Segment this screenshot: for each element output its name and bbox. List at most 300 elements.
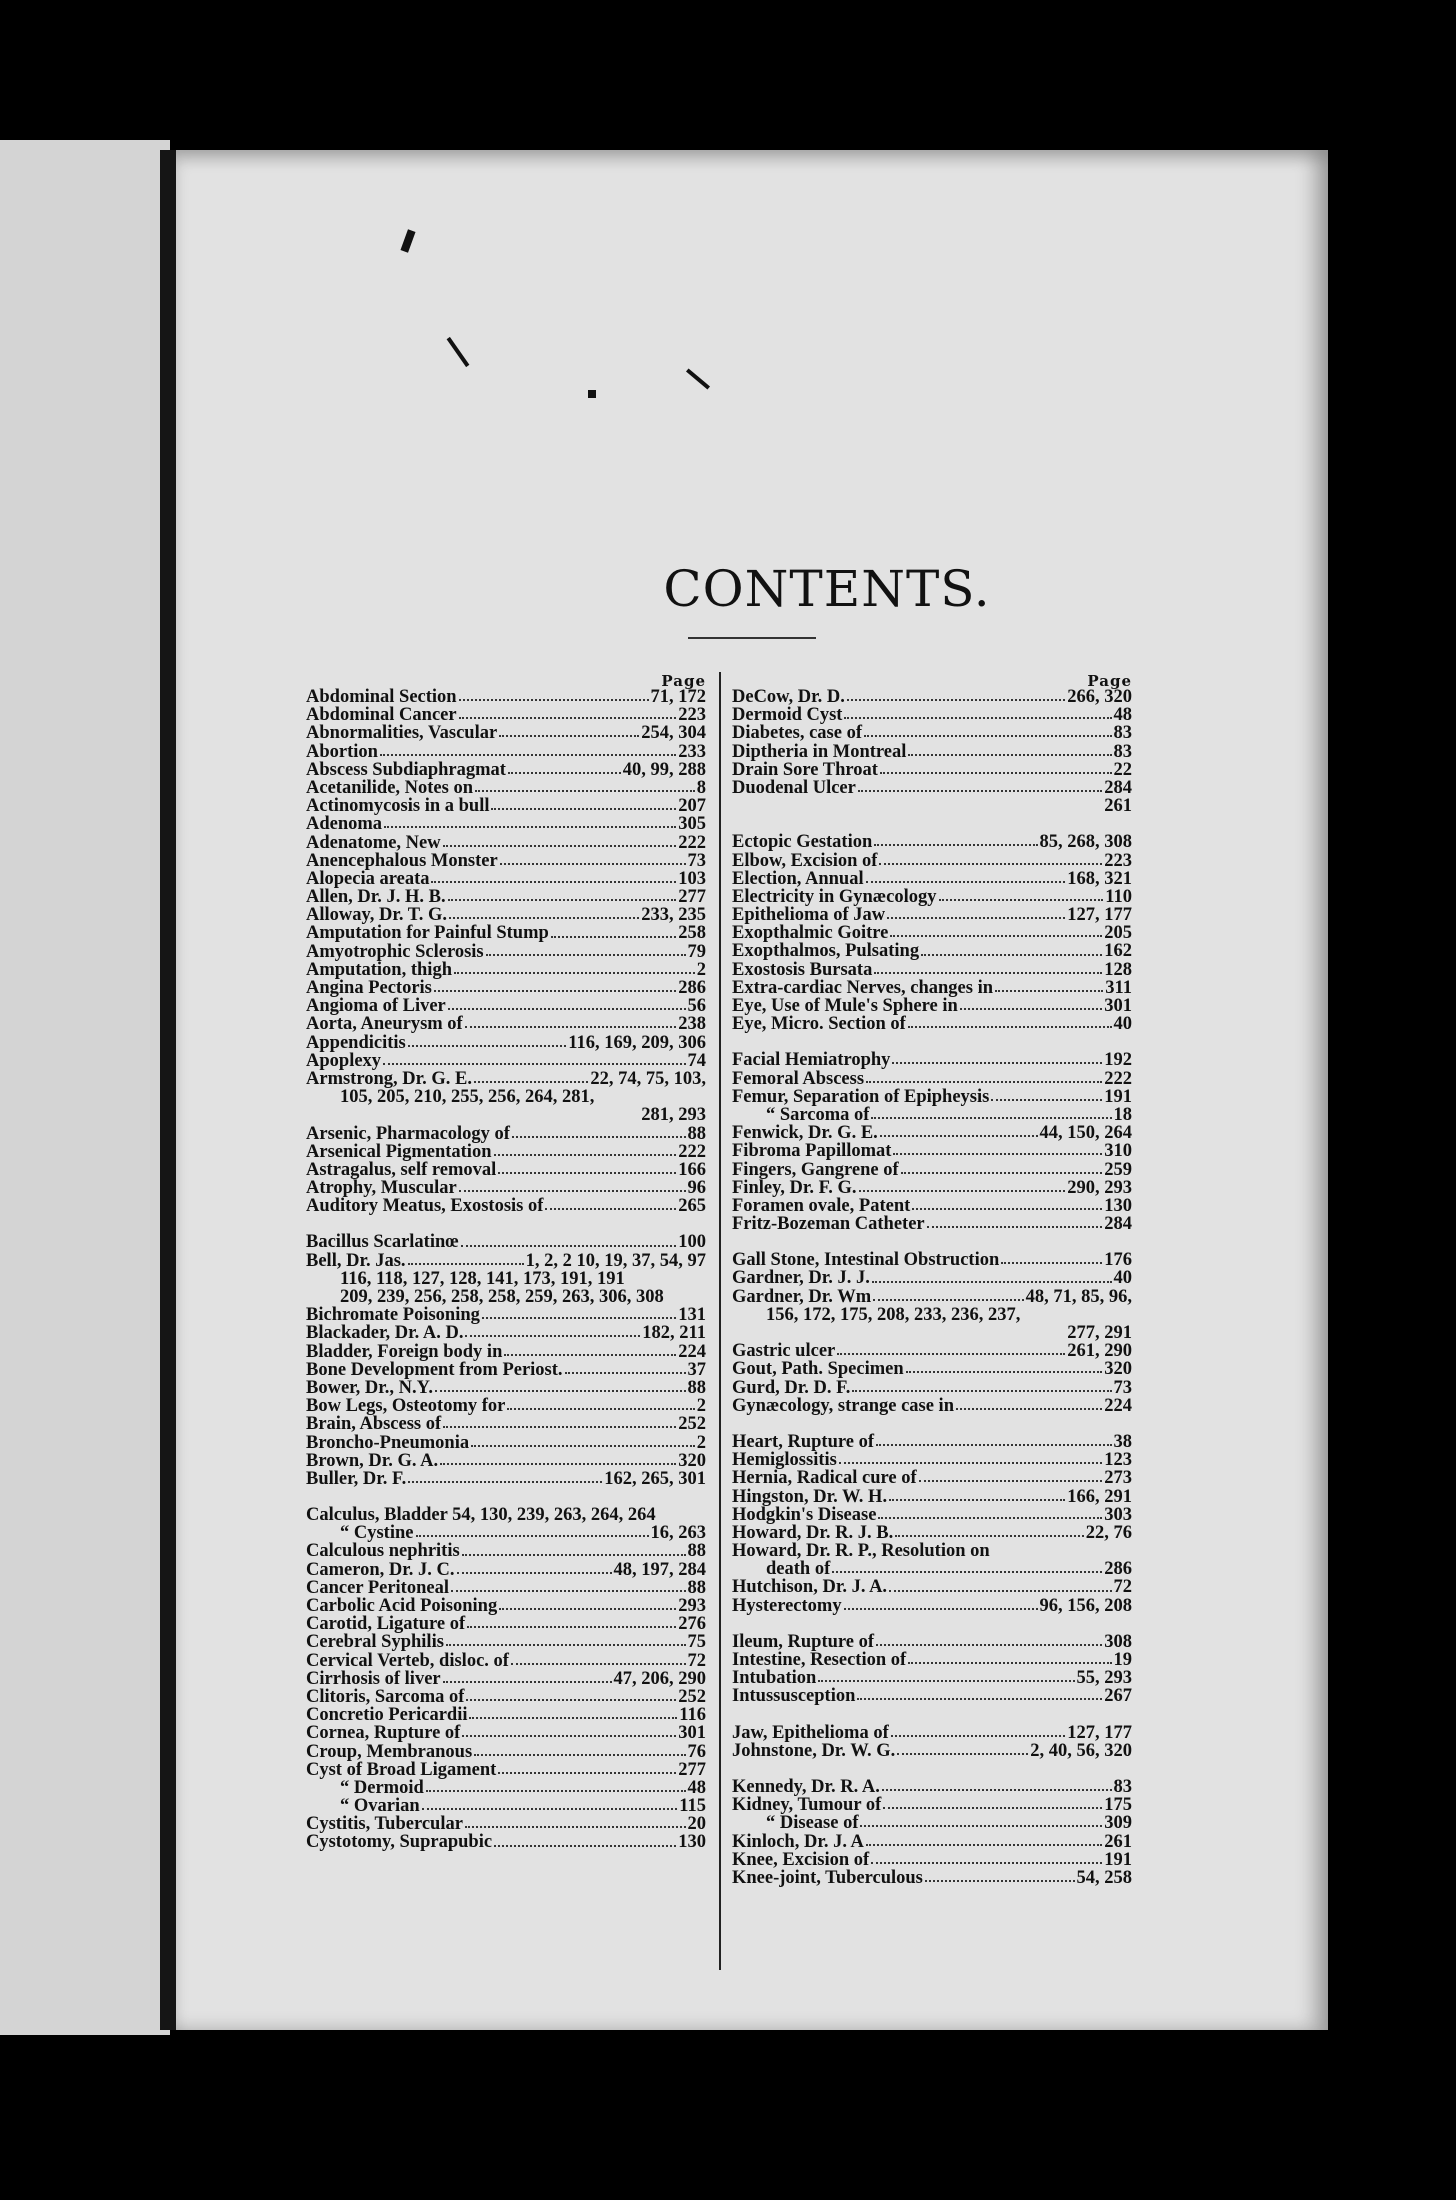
index-entry (732, 1106, 1132, 1124)
right-index-column (732, 672, 1132, 1887)
dot-leader (498, 1172, 676, 1174)
index-entry (732, 1324, 1132, 1342)
index-entry (732, 1651, 1132, 1669)
entry-pages: 48 (687, 1777, 706, 1798)
index-entry (306, 1343, 706, 1361)
ink-speck (447, 337, 470, 367)
index-entry (732, 1070, 1132, 1088)
entry-name: Knee-joint, Tuberculous (732, 1867, 923, 1888)
entry-name: Cirrhosis of liver (306, 1668, 441, 1689)
entry-name: Hutchison, Dr. J. A. (732, 1577, 888, 1598)
entry-name: Duodenal Ulcer (732, 777, 856, 798)
entry-name: Heart, Rupture of (732, 1431, 874, 1452)
index-entry (306, 1688, 706, 1706)
entry-pages: 130 (1104, 1195, 1132, 1216)
dot-leader (465, 1826, 686, 1828)
index-entry (306, 1379, 706, 1397)
index-entry (732, 1433, 1132, 1451)
entry-pages: 40 (1113, 1268, 1132, 1289)
index-entry (306, 1197, 706, 1215)
entry-pages: 116, 169, 209, 306 (568, 1032, 706, 1053)
index-entry (306, 1561, 706, 1579)
index-entry (732, 688, 1132, 706)
index-entry (306, 1797, 706, 1815)
dot-leader (908, 754, 1111, 756)
index-entry (306, 1288, 706, 1306)
dot-leader (482, 1317, 676, 1319)
entry-pages: 273 (1104, 1468, 1132, 1489)
index-entry (732, 1524, 1132, 1542)
dot-leader (832, 1571, 1102, 1573)
dot-leader (383, 1063, 685, 1065)
entry-pages: 223 (678, 705, 706, 726)
dot-leader (878, 1517, 1102, 1519)
dot-leader (416, 1535, 649, 1537)
entry-pages: 47, 206, 290 (613, 1668, 706, 1689)
entry-name: Howard, Dr. R. P., Resolution on (732, 1541, 990, 1562)
index-entry (732, 1251, 1132, 1269)
index-entry (306, 1743, 706, 1761)
dot-leader (443, 1426, 676, 1428)
dot-leader (880, 1135, 1038, 1137)
dot-leader (890, 935, 1102, 937)
index-entry (306, 906, 706, 924)
entry-pages: 310 (1104, 1141, 1132, 1162)
dot-leader (908, 1662, 1111, 1664)
entry-name: Howard, Dr. R. J. B. (732, 1522, 894, 1543)
index-entry (732, 1778, 1132, 1796)
entry-pages: 76 (687, 1741, 706, 1762)
entry-pages: 166 (678, 1159, 706, 1180)
dot-leader (859, 1190, 1066, 1192)
entry-name: Angioma of Liver (306, 996, 446, 1017)
index-entry (306, 815, 706, 833)
entry-name: Cameron, Dr. J. C. (306, 1559, 455, 1580)
entry-pages: 54, 258 (1076, 1867, 1132, 1888)
entry-name: Exopthalmos, Pulsating (732, 941, 920, 962)
entry-name: Acetanilide, Notes on (306, 777, 473, 798)
index-entry (732, 1288, 1132, 1306)
entry-pages: 123 (1104, 1450, 1132, 1471)
column-divider (719, 672, 721, 1970)
entry-name: Knee, Excision of (732, 1849, 870, 1870)
index-entry (732, 1597, 1132, 1615)
index-entry (732, 797, 1132, 815)
entry-name: Armstrong, Dr. G. E. (306, 1068, 472, 1089)
entry-name: Cerebral Syphilis (306, 1632, 444, 1653)
entry-pages: 74 (687, 1050, 706, 1071)
index-entry (306, 961, 706, 979)
entry-pages: 290, 293 (1067, 1177, 1132, 1198)
entry-pages: 130 (678, 1832, 706, 1853)
entry-pages: 2 (696, 1432, 706, 1453)
dot-leader (912, 1208, 1102, 1210)
dot-leader (461, 1245, 677, 1247)
entry-pages: 192 (1104, 1050, 1132, 1071)
dot-leader (491, 808, 676, 810)
entry-pages: 72 (687, 1650, 706, 1671)
dot-leader (499, 1608, 676, 1610)
dot-leader (1001, 1262, 1102, 1264)
entry-name: Diptheria in Montreal (732, 741, 907, 762)
entry-pages: 55, 293 (1076, 1668, 1132, 1689)
dot-leader (893, 1153, 1102, 1155)
index-entry (732, 924, 1132, 942)
dot-leader (906, 1371, 1103, 1373)
entry-name: Blackader, Dr. A. D. (306, 1323, 464, 1344)
dot-leader (451, 1590, 686, 1592)
entry-pages: 320 (1104, 1359, 1132, 1380)
entry-name: Arsenic, Pharmacology of (306, 1123, 510, 1144)
entry-pages: 73 (687, 850, 706, 871)
entry-name: Johnstone, Dr. W. G. (732, 1740, 896, 1761)
index-entry (306, 1179, 706, 1197)
entry-pages: 281, 293 (641, 1105, 706, 1126)
entry-pages: 303 (1104, 1504, 1132, 1525)
dot-leader (512, 1136, 686, 1138)
entry-name: Kinloch, Dr. J. A (732, 1831, 864, 1852)
entry-pages: 284 (1104, 777, 1132, 798)
entry-name: Cyst of Broad Ligament (306, 1759, 497, 1780)
entry-pages: 18 (1113, 1104, 1132, 1125)
index-entry (732, 852, 1132, 870)
entry-name: 105, 205, 210, 255, 256, 264, 281, (340, 1087, 595, 1108)
dot-leader (991, 1099, 1102, 1101)
dot-leader (465, 1335, 640, 1337)
entry-name: Bacillus Scarlatinœ (306, 1232, 459, 1253)
left-index-column (306, 672, 706, 1852)
entry-name: Bower, Dr., N.Y. (306, 1377, 433, 1398)
section-gap (732, 1760, 1132, 1778)
entry-name: Atrophy, Muscular (306, 1178, 457, 1199)
entry-pages: 71, 172 (650, 687, 706, 707)
entry-name: 156, 172, 175, 208, 233, 236, 237, (766, 1304, 1021, 1325)
section-gap (732, 1233, 1132, 1251)
dot-leader (422, 1808, 678, 1810)
entry-name: Abdominal Section (306, 687, 457, 707)
index-entry (306, 761, 706, 779)
entry-name: Hemiglossitis (732, 1450, 837, 1471)
dot-leader (839, 1462, 1102, 1464)
dot-leader (871, 1862, 1102, 1864)
entry-name: Bow Legs, Osteotomy for (306, 1396, 506, 1417)
section-gap (732, 1415, 1132, 1433)
index-entry (732, 1742, 1132, 1760)
title-rule (688, 637, 816, 639)
dot-leader (467, 1626, 676, 1628)
index-entry (732, 1015, 1132, 1033)
index-entry (732, 761, 1132, 779)
index-entry (306, 1252, 706, 1270)
entry-pages: 166, 291 (1067, 1486, 1132, 1507)
entry-name: Allen, Dr. J. H. B. (306, 887, 446, 908)
index-entry (732, 888, 1132, 906)
index-entry (306, 1761, 706, 1779)
entry-name: Femoral Abscess (732, 1068, 865, 1089)
index-entry (306, 779, 706, 797)
entry-name: Actinomycosis in a bull (306, 796, 490, 817)
entry-pages: 286 (678, 978, 706, 998)
index-entry (306, 1233, 706, 1251)
index-entry (306, 1143, 706, 1161)
index-entry (306, 1524, 706, 1542)
index-entry (306, 924, 706, 942)
entry-pages: 305 (678, 814, 706, 835)
entry-name: Carotid, Ligature of (306, 1614, 466, 1635)
index-entry (306, 1706, 706, 1724)
index-entry (306, 1034, 706, 1052)
entry-pages: 224 (678, 1341, 706, 1362)
entry-name: Diabetes, case of (732, 723, 862, 744)
entry-name: Gastric ulcer (732, 1341, 836, 1362)
entry-pages: 88 (687, 1577, 706, 1598)
entry-pages: 162, 265, 301 (604, 1468, 706, 1489)
index-entry (732, 779, 1132, 797)
dot-leader (960, 1008, 1102, 1010)
entry-pages: 83 (1113, 741, 1132, 762)
index-entry (732, 1578, 1132, 1596)
index-entry (732, 1161, 1132, 1179)
entry-name: Amputation for Painful Stump (306, 923, 549, 944)
entry-pages: 8 (696, 777, 706, 798)
dot-leader (511, 1663, 686, 1665)
entry-name: Eye, Micro. Section of (732, 1014, 906, 1035)
index-entry (306, 1415, 706, 1433)
entry-name: Calculus, Bladder 54, 130, 239, 263, 264, 264 (306, 1505, 656, 1526)
entry-name: Fingers, Gangrene of (732, 1159, 899, 1180)
entry-name: Abnormalities, Vascular (306, 723, 498, 744)
dot-leader (443, 1681, 612, 1683)
entry-pages: 79 (687, 941, 706, 962)
dot-leader (857, 1698, 1102, 1700)
entry-pages: 277, 291 (1067, 1323, 1132, 1343)
index-entry (306, 1670, 706, 1688)
dot-leader (508, 772, 621, 774)
index-entry (732, 1796, 1132, 1814)
ink-speck (588, 390, 596, 398)
entry-pages: 259 (1104, 1159, 1132, 1180)
entry-name: Gardner, Dr. J. J. (732, 1268, 870, 1289)
entry-pages: 277 (678, 1759, 706, 1780)
entry-name: Fritz-Bozeman Catheter (732, 1214, 925, 1235)
dot-leader (545, 1208, 676, 1210)
ink-speck (400, 229, 415, 252)
index-entry (306, 743, 706, 761)
entry-pages: 182, 211 (642, 1323, 706, 1344)
index-entry (306, 834, 706, 852)
dot-leader (873, 1299, 1024, 1301)
entry-pages: 56 (687, 996, 706, 1017)
entry-name: Gout, Path. Specimen (732, 1359, 904, 1380)
entry-name: Gardner, Dr. Wm (732, 1286, 872, 1307)
section-gap (732, 1033, 1132, 1051)
entry-name: Anencephalous Monster (306, 850, 498, 871)
section-gap (732, 815, 1132, 833)
entry-name: “ Disease of (766, 1813, 859, 1834)
entry-pages: 22 (1113, 759, 1132, 780)
dot-leader (435, 1390, 686, 1392)
entry-pages: 83 (1113, 723, 1132, 744)
entry-pages: 175 (1104, 1795, 1132, 1816)
dot-leader (866, 1081, 1102, 1083)
dot-leader (939, 899, 1104, 901)
page-title: CONTENTS. (663, 560, 991, 618)
index-entry (306, 1579, 706, 1597)
dot-leader (475, 790, 695, 792)
ink-speck (686, 368, 710, 389)
dot-leader (459, 1190, 686, 1192)
entry-name: Intussusception (732, 1686, 856, 1707)
entry-name: Cornea, Rupture of (306, 1723, 461, 1744)
index-entry (732, 1124, 1132, 1142)
dot-leader (465, 1026, 677, 1028)
section-gap (306, 1488, 706, 1506)
dot-leader (380, 754, 676, 756)
entry-pages: 222 (678, 832, 706, 853)
index-list (732, 688, 1132, 1887)
index-entry (732, 979, 1132, 997)
dot-leader (448, 1008, 686, 1010)
dot-leader (995, 990, 1103, 992)
index-entry (306, 1361, 706, 1379)
dot-leader (837, 1353, 1065, 1355)
entry-pages: 2 (696, 959, 706, 980)
index-entry (306, 1070, 706, 1088)
entry-name: Angina Pectoris (306, 978, 432, 998)
entry-name: Abscess Subdiaphragmat (306, 759, 506, 780)
entry-name: Extra-cardiac Nerves, changes in (732, 977, 994, 998)
index-entry (306, 1306, 706, 1324)
entry-pages: 96, 156, 208 (1039, 1595, 1132, 1616)
index-entry (306, 1542, 706, 1560)
entry-pages: 265 (678, 1196, 706, 1217)
dot-leader (486, 954, 686, 956)
entry-name: Eye, Use of Mule's Sphere in (732, 996, 958, 1016)
index-entry (306, 888, 706, 906)
dot-leader (921, 954, 1102, 956)
entry-pages: 309 (1104, 1813, 1132, 1834)
index-entry (306, 1633, 706, 1651)
index-entry (732, 1051, 1132, 1069)
entry-name: Gall Stone, Intestinal Obstruction (732, 1250, 1000, 1271)
dot-leader (925, 1880, 1075, 1882)
index-entry (732, 1833, 1132, 1851)
entry-name: Bladder, Foreign body in (306, 1341, 503, 1362)
entry-name: Facial Hemiatrophy (732, 1050, 891, 1071)
entry-name: Foramen ovale, Patent (732, 1195, 911, 1216)
dot-leader (459, 717, 677, 719)
index-entry (306, 1324, 706, 1342)
entry-pages: 277 (678, 887, 706, 908)
index-entry (306, 1506, 706, 1524)
index-entry (306, 870, 706, 888)
entry-pages: 191 (1104, 1086, 1132, 1107)
entry-pages: 252 (678, 1414, 706, 1435)
entry-name: death of (766, 1559, 831, 1580)
entry-pages: 284 (1104, 1214, 1132, 1235)
entry-name: “ Sarcoma of (766, 1104, 870, 1125)
entry-pages: 276 (678, 1614, 706, 1635)
dot-leader (449, 917, 639, 919)
index-entry (732, 1342, 1132, 1360)
entry-pages: 261 (1104, 796, 1132, 817)
index-entry (732, 1724, 1132, 1742)
entry-name: Abortion (306, 741, 378, 762)
entry-pages: 100 (678, 1232, 706, 1253)
entry-pages: 88 (687, 1377, 706, 1398)
entry-pages: 85, 268, 308 (1039, 832, 1132, 853)
index-entry (306, 706, 706, 724)
entry-name: Buller, Dr. F. (306, 1468, 407, 1489)
dot-leader (446, 1644, 686, 1646)
dot-leader (384, 826, 676, 828)
index-entry (306, 1161, 706, 1179)
dot-leader (871, 1117, 1111, 1119)
dot-leader (434, 990, 676, 992)
entry-pages: 238 (678, 1014, 706, 1035)
entry-pages: 48, 197, 284 (613, 1559, 706, 1580)
entry-name: Arsenical Pigmentation (306, 1141, 492, 1162)
entry-name: Appendicitis (306, 1032, 406, 1053)
entry-pages: 233, 235 (641, 905, 706, 926)
entry-name: “ Ovarian (340, 1796, 420, 1817)
entry-name: Bone Development from Periost. (306, 1359, 563, 1380)
entry-name: Adenatome, New (306, 832, 441, 853)
entry-name: Brown, Dr. G. A. (306, 1450, 439, 1471)
entry-name: Amyotrophic Sclerosis (306, 941, 484, 962)
entry-name: DeCow, Dr. D. (732, 687, 845, 707)
section-gap (732, 1706, 1132, 1724)
entry-pages: 258 (678, 923, 706, 944)
dot-leader (852, 1390, 1111, 1392)
entry-name: Kidney, Tumour of (732, 1795, 882, 1816)
index-entry (306, 1052, 706, 1070)
entry-name: Cancer Peritoneal (306, 1577, 449, 1598)
index-entry (306, 1833, 706, 1851)
dot-leader (443, 845, 677, 847)
entry-pages: 233 (678, 741, 706, 762)
entry-name: Jaw, Epithelioma of (732, 1722, 889, 1743)
entry-pages: 116 (679, 1705, 706, 1726)
entry-name: 209, 239, 256, 258, 258, 259, 263, 306, 308 (340, 1287, 664, 1307)
entry-pages: 103 (678, 868, 706, 889)
dot-leader (507, 1408, 694, 1410)
index-entry (306, 1397, 706, 1415)
dot-leader (462, 1554, 686, 1556)
entry-pages: 110 (1105, 886, 1132, 907)
index-entry (732, 1197, 1132, 1215)
entry-pages: 22, 74, 75, 103, (590, 1068, 706, 1089)
index-entry (306, 1270, 706, 1288)
entry-name: Carbolic Acid Poisoning (306, 1596, 498, 1616)
entry-name: Cervical Verteb, disloc. of (306, 1650, 509, 1671)
index-entry (732, 1469, 1132, 1487)
dot-leader (408, 1263, 524, 1265)
dot-leader (858, 790, 1102, 792)
dot-leader (876, 1444, 1112, 1446)
entry-pages: 48, 71, 85, 96, (1025, 1286, 1132, 1307)
dot-leader (498, 1772, 676, 1774)
dot-leader (431, 881, 676, 883)
entry-pages: 320 (678, 1450, 706, 1471)
dot-leader (892, 1062, 1102, 1064)
dot-leader (471, 1445, 695, 1447)
entry-name: Epithelioma of Jaw (732, 905, 886, 926)
index-entry (732, 706, 1132, 724)
index-entry (732, 1360, 1132, 1378)
entry-pages: 83 (1113, 1776, 1132, 1797)
index-entry (732, 961, 1132, 979)
